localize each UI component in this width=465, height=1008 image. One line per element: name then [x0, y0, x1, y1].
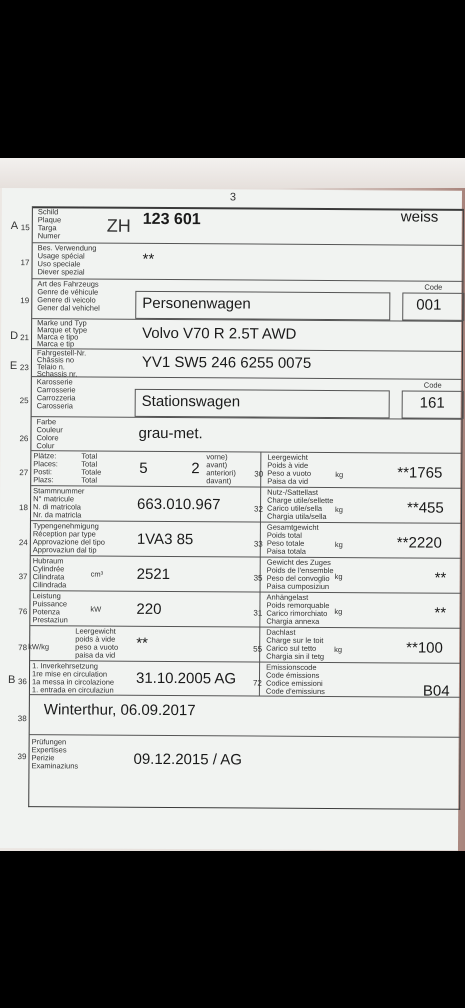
- power-label-rm: Prestaziun: [32, 615, 68, 625]
- roof-load-label-fr: Charge sur le toit: [266, 635, 324, 645]
- power-weight-label-fr: poids à vide: [75, 634, 116, 644]
- color-word: weiss: [400, 208, 439, 226]
- gross-weight-label-fr: Poids total: [266, 530, 302, 540]
- roof-load-field-number: 55: [253, 644, 263, 654]
- seats-label-it: Posti:: [33, 467, 53, 477]
- seats-front-value: 2: [191, 460, 200, 478]
- genre-field-number: 19: [20, 296, 30, 306]
- empty-weight-unit: kg: [335, 470, 344, 480]
- train-weight-value: **: [434, 569, 447, 587]
- matricule-field-number: 18: [19, 503, 28, 513]
- genre-label-fr: Genre de véhicule: [37, 287, 99, 297]
- page-number: 3: [229, 191, 237, 204]
- chassis-label-de: Fahrgestell-Nr.: [36, 348, 87, 358]
- first-reg-field-number: 36: [17, 677, 27, 687]
- power-weight-unit: kW/kg: [28, 642, 50, 652]
- make-value: Volvo V70 R 2.5T AWD: [142, 324, 297, 343]
- payload-unit: kg: [335, 505, 343, 515]
- emission-value: B04: [422, 682, 450, 700]
- seats-front-label-rm: davant): [206, 476, 232, 486]
- gross-weight-value: **2220: [396, 534, 442, 552]
- power-weight-label-it: peso a vuoto: [75, 642, 119, 652]
- row-marker-D: D: [10, 330, 19, 343]
- body-label-rm: Carosseria: [36, 401, 73, 411]
- roof-load-label-rm: Chargia sin il tetg: [266, 651, 325, 661]
- power-value: 220: [136, 600, 162, 618]
- inspection-value: 09.12.2015 / AG: [133, 750, 242, 769]
- make-field-number: 21: [20, 333, 30, 343]
- body-label-it: Carrozzeria: [36, 393, 76, 403]
- seats-label-rm: Plazs:: [33, 475, 54, 485]
- train-weight-label-fr: Poids de l'ensemble: [266, 565, 334, 576]
- make-label-fr: Marque et type: [37, 325, 88, 335]
- emission-label-it: Codice emissioni: [265, 678, 323, 688]
- seats-sublabel-fr: Total: [81, 459, 98, 469]
- chassis-label-rm: Schassis nr.: [36, 369, 78, 379]
- first-reg-value: 31.10.2005 AG: [135, 669, 237, 688]
- trailer-load-unit: kg: [334, 607, 343, 617]
- usage-label-de: Bes. Verwendung: [37, 243, 97, 253]
- power-label-de: Leistung: [32, 591, 61, 601]
- empty-weight-value: **1765: [397, 464, 443, 482]
- train-weight-label-rm: Paisa cumposiziun: [266, 581, 330, 592]
- payload-label-rm: Chargia utila/sella: [266, 511, 327, 521]
- power-label-fr: Puissance: [32, 599, 68, 609]
- power-unit: kW: [90, 604, 102, 614]
- approval-label-de: Typengenehmigung: [32, 521, 99, 531]
- empty-weight-label-it: Peso a vuoto: [267, 468, 312, 478]
- colour-label-de: Farbe: [36, 417, 57, 427]
- usage-label-rm: Diever spezial: [37, 267, 85, 277]
- train-weight-field-number: 35: [253, 573, 263, 583]
- seats-front-label-de: vorne): [206, 452, 228, 462]
- plate-label-rm: Numer: [37, 231, 61, 241]
- gross-weight-label-rm: Paisa totala: [266, 546, 307, 556]
- gross-weight-label-de: Gesamtgewicht: [266, 522, 319, 532]
- displacement-label-rm: Cilindrada: [32, 580, 67, 590]
- body-code-label: Code: [423, 380, 442, 390]
- row-marker-A: A: [10, 220, 19, 233]
- displacement-unit: cm³: [90, 569, 104, 579]
- chassis-value: YV1 SW5 246 6255 0075: [141, 353, 312, 372]
- seats-total-value: 5: [139, 459, 148, 477]
- gross-weight-field-number: 33: [253, 539, 263, 549]
- roof-load-label-de: Dachlast: [266, 627, 296, 637]
- body-label-fr: Carrosserie: [36, 385, 76, 395]
- power-label-it: Potenza: [32, 607, 60, 617]
- empty-weight-field-number: 30: [254, 469, 264, 479]
- roof-load-value: **100: [406, 639, 443, 657]
- chassis-label-it: Telaio n.: [36, 362, 65, 372]
- empty-weight-label-de: Leergewicht: [267, 452, 308, 462]
- inspection-label-rm: Examinaziuns: [31, 761, 79, 771]
- place-date-value: Winterthur, 06.09.2017: [43, 701, 196, 720]
- payload-label-it: Carico utile/sella: [267, 503, 323, 513]
- trailer-load-label-rm: Chargia annexa: [266, 616, 320, 626]
- genre-label-it: Genere di veicolo: [37, 295, 96, 305]
- payload-value: **455: [407, 499, 444, 517]
- emission-field-number: 72: [252, 678, 262, 688]
- matricule-label-de: Stammnummer: [33, 486, 85, 496]
- seats-front-label-fr: avant): [206, 460, 228, 470]
- make-label-it: Marca e tipo: [37, 332, 79, 342]
- inspection-field-number: 39: [17, 752, 27, 762]
- body-value: Stationswagen: [141, 392, 241, 411]
- trailer-load-label-de: Anhängelast: [266, 592, 309, 602]
- canton-code: ZH: [106, 215, 131, 236]
- emission-label-fr: Code émissions: [266, 670, 320, 680]
- plate-number: 123 601: [142, 210, 201, 229]
- emission-label-de: Emissionscode: [266, 662, 317, 672]
- displacement-label-it: Cilindrata: [32, 572, 65, 582]
- plate-label-fr: Plaque: [37, 215, 62, 225]
- make-label-rm: Marca e tip: [37, 339, 75, 349]
- matricule-value: 663.010.967: [137, 495, 221, 514]
- empty-weight-label-rm: Paisa da vid: [267, 476, 309, 486]
- payload-label-fr: Charge utile/sellette: [267, 495, 334, 506]
- chassis-field-number: 23: [19, 363, 29, 373]
- inspection-label-de: Prüfungen: [31, 737, 67, 747]
- body-field-number: 25: [19, 396, 29, 406]
- displacement-value: 2521: [136, 565, 171, 584]
- emission-label-rm: Code d'emissiuns: [265, 686, 325, 696]
- colour-label-fr: Couleur: [36, 425, 63, 435]
- power-weight-value: **: [136, 634, 148, 652]
- registration-card: [7, 206, 464, 810]
- plate-field-number: 15: [20, 223, 30, 233]
- seats-field-number: 27: [19, 468, 29, 478]
- body-code: 161: [419, 394, 445, 412]
- usage-value: **: [142, 250, 155, 268]
- approval-label-rm: Approvaziun dal tip: [32, 545, 97, 555]
- approval-field-number: 24: [18, 538, 28, 548]
- payload-field-number: 32: [254, 504, 263, 514]
- genre-label-de: Art des Fahrzeugs: [37, 279, 99, 289]
- power-weight-label-de: Leergewicht: [75, 626, 116, 636]
- roof-load-unit: kg: [334, 645, 343, 655]
- trailer-load-value: **: [434, 604, 447, 622]
- trailer-load-label-it: Carico rimorchiato: [266, 608, 328, 618]
- usage-label-fr: Usage spécial: [37, 251, 85, 261]
- place-date-field-number: 38: [17, 714, 27, 724]
- gross-weight-unit: kg: [334, 540, 343, 550]
- train-weight-label-de: Gewicht des Zuges: [266, 557, 331, 568]
- plate-label-it: Targa: [37, 223, 57, 233]
- inspection-label-fr: Expertises: [31, 745, 67, 755]
- genre-value: Personenwagen: [142, 294, 251, 313]
- train-weight-label-it: Peso del convoglio: [266, 573, 330, 584]
- inspection-label-it: Perizie: [31, 753, 55, 763]
- usage-field-number: 17: [20, 258, 30, 268]
- body-label-de: Karosserie: [36, 377, 73, 387]
- gross-weight-label-it: Peso totale: [266, 538, 305, 548]
- colour-label-it: Colore: [36, 433, 59, 443]
- chassis-label-fr: Châssis no: [36, 355, 75, 365]
- seats-front-label-it: anteriori): [206, 468, 236, 478]
- roof-load-label-it: Carico sul tetto: [266, 643, 317, 653]
- genre-code: 001: [416, 296, 442, 314]
- seats-sublabel-de: Total: [81, 451, 98, 461]
- displacement-label-fr: Cylindrée: [32, 564, 65, 574]
- row-marker-E: E: [9, 360, 18, 373]
- seats-sublabel-it: Totale: [81, 467, 102, 477]
- colour-value: grau-met.: [138, 424, 203, 443]
- approval-label-fr: Réception par type: [32, 529, 96, 539]
- seats-label-de: Plätze:: [33, 451, 57, 461]
- payload-label-de: Nutz-/Sattellast: [267, 487, 319, 497]
- colour-label-rm: Colur: [36, 441, 55, 451]
- make-label-de: Marke und Typ: [37, 318, 87, 328]
- row-marker-B: B: [7, 674, 16, 687]
- usage-label-it: Uso speciale: [37, 259, 81, 269]
- matricule-label-it: N. di matricola: [33, 502, 82, 512]
- empty-weight-label-fr: Poids à vide: [267, 460, 309, 470]
- first-reg-label-de: 1. Inverkehrsetzung: [32, 661, 98, 671]
- power-weight-label-rm: paisa da vid: [75, 650, 116, 660]
- registration-document: [0, 188, 462, 851]
- plate-label-de: Schild: [37, 207, 59, 217]
- displacement-field-number: 37: [18, 572, 28, 582]
- power-field-number: 76: [18, 607, 28, 617]
- train-weight-unit: kg: [334, 572, 343, 582]
- approval-label-it: Approvazione del tipo: [32, 537, 106, 547]
- trailer-load-label-fr: Poids remorquable: [266, 600, 330, 611]
- genre-label-rm: Gener dal vehichel: [37, 303, 100, 313]
- matricule-label-rm: Nr. da matricla: [32, 510, 82, 520]
- trailer-load-field-number: 31: [253, 608, 263, 618]
- approval-value: 1VA3 85: [136, 530, 194, 549]
- displacement-label-de: Hubraum: [32, 556, 64, 566]
- power-weight-field-number: 78: [18, 643, 28, 653]
- matricule-label-fr: N° matricule: [33, 494, 75, 504]
- first-reg-label-fr: 1re mise en circulation: [32, 669, 108, 679]
- seats-label-fr: Places:: [33, 459, 58, 469]
- seats-sublabel-rm: Total: [81, 475, 98, 485]
- photo-top-band: [0, 158, 465, 188]
- colour-field-number: 26: [19, 434, 29, 444]
- genre-code-label: Code: [424, 282, 443, 292]
- first-reg-label-it: 1a messa in circolazione: [31, 677, 115, 687]
- first-reg-label-rm: 1. entrada en circulaziun: [31, 685, 114, 695]
